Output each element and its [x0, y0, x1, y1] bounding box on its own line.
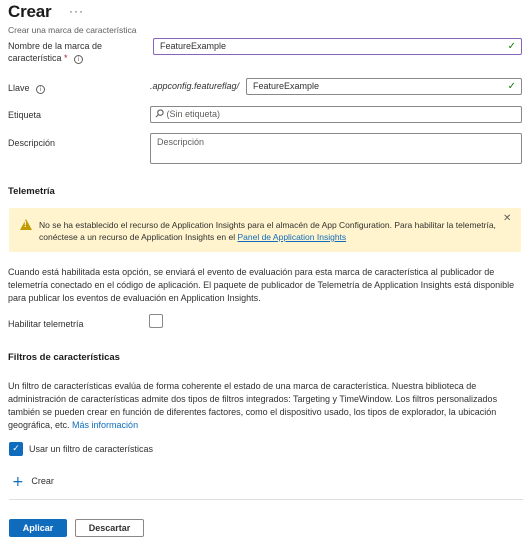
key-input-value: FeatureExample [253, 81, 320, 91]
name-label [8, 40, 128, 64]
telemetry-description: Cuando está habilitada esta opción, se enviará el evento de evaluación para esta marca de característica al publicador de telemetría conectado en el código de aplicación. El paquete de publicador de Telemetría de Application Insights está disponible para publicar los eventos de evaluación en Application Insights. [8, 267, 515, 303]
label-select[interactable] [150, 106, 522, 123]
more-options-button[interactable]: ··· [69, 4, 84, 18]
key-prefix: .appconfig.featureflag/ [150, 81, 240, 91]
description-placeholder: Descripción [157, 137, 205, 147]
checkmark-icon: ✓ [507, 41, 516, 52]
filters-heading: Filtros de características [8, 352, 120, 363]
key-label [8, 82, 45, 94]
close-icon[interactable]: ✕ [503, 213, 512, 224]
label-label: Etiqueta [8, 110, 42, 120]
plus-icon: + [12, 474, 24, 490]
telemetry-heading: Telemetría [8, 186, 55, 197]
name-input[interactable] [153, 38, 522, 55]
create-filter-button[interactable] [12, 474, 54, 490]
filters-description [8, 380, 522, 432]
discard-button[interactable]: Descartar [75, 519, 144, 537]
page-subtitle: Crear una marca de característica [8, 25, 137, 35]
required-asterisk: * [64, 53, 68, 63]
warning-message [39, 219, 497, 243]
warning-text: No se ha establecido el recurso de Application Insights para el almacén de App Configuration. Para habilitar la telemetría, conéctese a un recurso de Application Insights en el [39, 220, 496, 242]
warning-icon: ! [20, 219, 32, 230]
use-filter-checkbox[interactable]: ✓ [9, 442, 23, 456]
checkmark-icon: ✓ [507, 81, 516, 92]
enable-telemetry-checkbox[interactable] [149, 314, 163, 328]
info-icon[interactable]: i [74, 55, 83, 64]
name-input-value: FeatureExample [160, 41, 227, 51]
description-textarea[interactable] [150, 133, 522, 164]
label-placeholder: (Sin etiqueta) [166, 109, 221, 119]
info-icon[interactable]: i [36, 85, 45, 94]
key-label-text: Llave [8, 83, 30, 93]
create-filter-label: Crear [31, 476, 54, 486]
footer-divider [9, 499, 523, 500]
page-title: Crear [8, 2, 52, 21]
application-insights-panel-link[interactable]: Panel de Application Insights [237, 232, 347, 242]
warning-banner [9, 208, 521, 252]
description-label: Descripción [8, 138, 56, 148]
search-icon [155, 109, 164, 118]
key-input[interactable] [246, 78, 522, 95]
name-label-text: Nombre de la marca de característica [8, 41, 103, 63]
filters-description-text: Un filtro de características evalúa de forma coherente el estado de una marca de característica. Nuestra biblioteca de administración de características admite dos tipos de filtros integrados: Targeting y TimeWindow. Los filtros personalizados también se pueden crear en función de diferentes factores, como el dispositivo usado, los tipos de explorador, la ubicación geográfica, etc. [8, 381, 498, 430]
use-filter-label: Usar un filtro de características [29, 444, 154, 454]
apply-button[interactable]: Aplicar [9, 519, 67, 537]
learn-more-link[interactable]: Más información [72, 420, 139, 430]
enable-telemetry-label: Habilitar telemetría [8, 319, 84, 329]
